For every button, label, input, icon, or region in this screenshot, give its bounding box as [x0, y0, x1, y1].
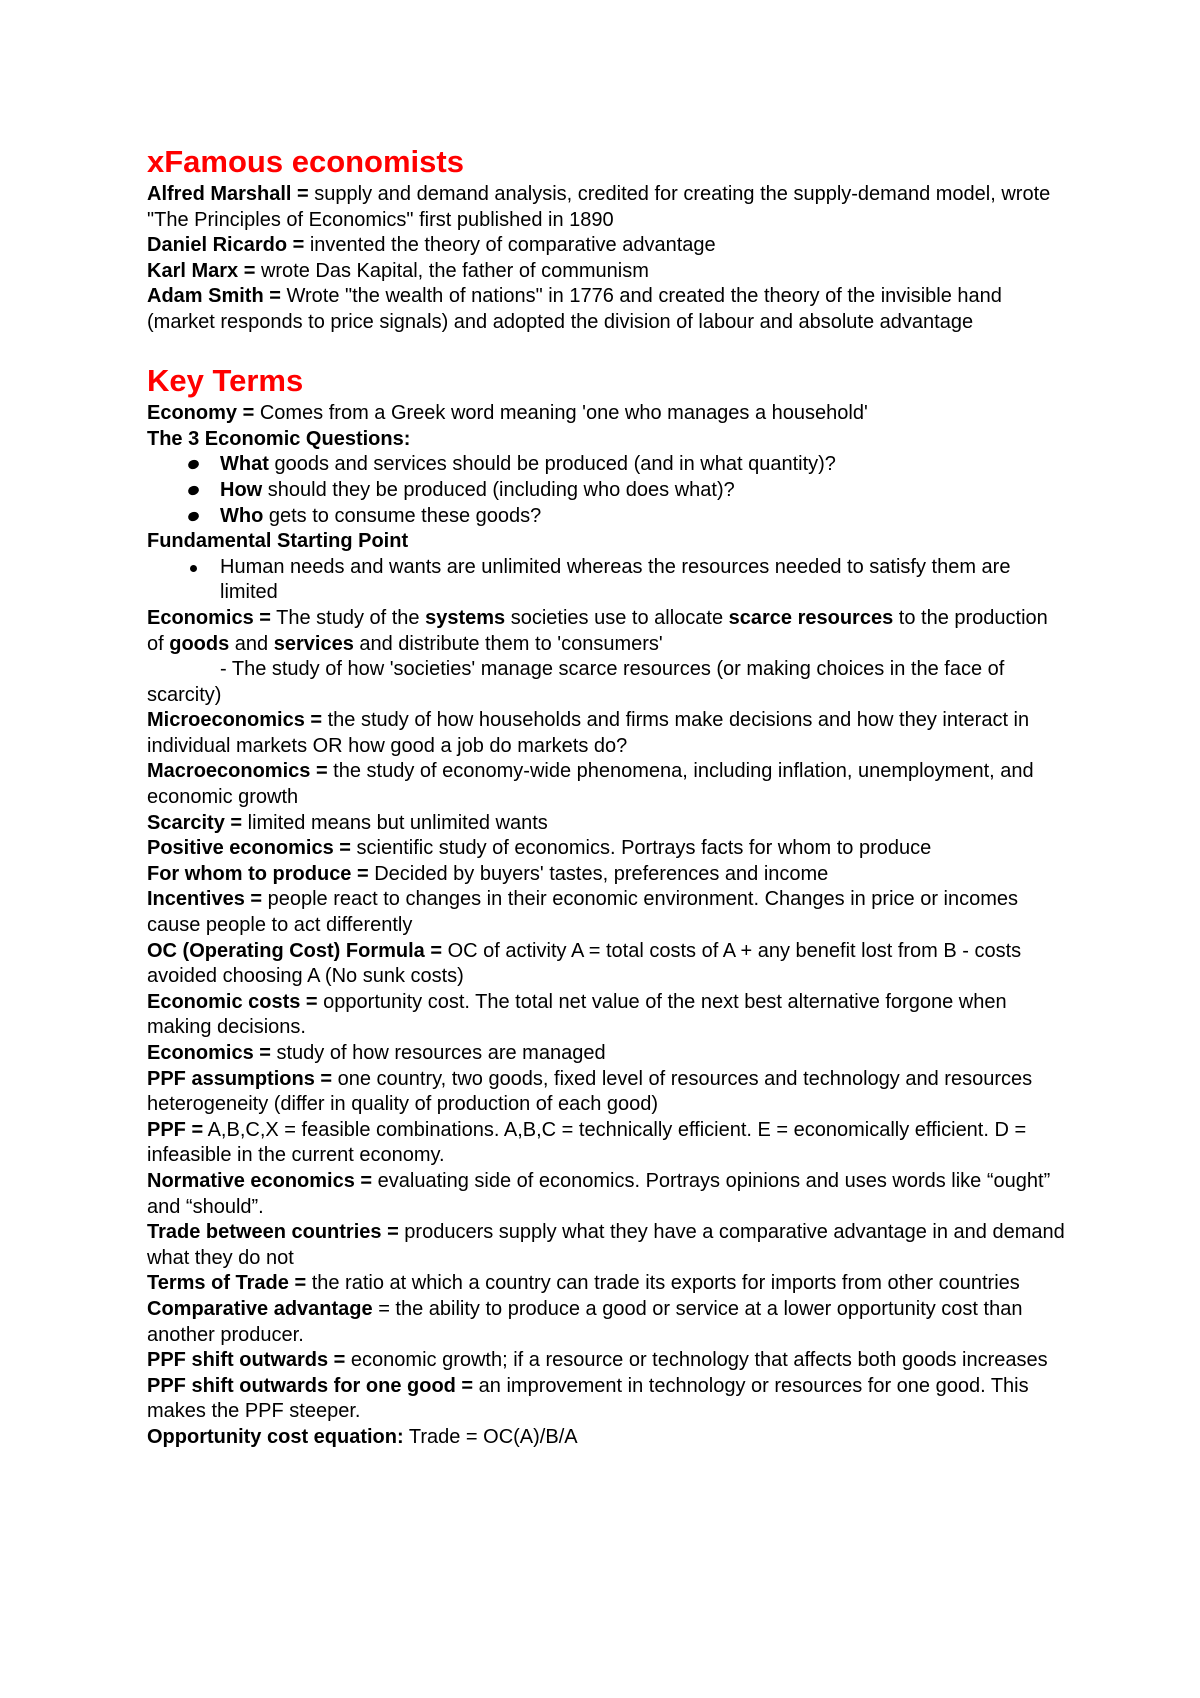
entry-daniel-ricardo [147, 233, 1069, 259]
term-definition: gets to consume these goods? [263, 504, 542, 527]
list-item [147, 504, 1069, 530]
economic-questions-list [147, 452, 1069, 529]
term-label: Alfred Marshall = [147, 183, 309, 205]
term-label: Who [220, 504, 264, 527]
heading-famous-economists: xFamous economists [147, 144, 464, 179]
term-label: For whom to produce = [147, 862, 369, 885]
term-definition: economic growth; if a resource or technology that affects both goods increases [345, 1349, 1048, 1372]
fundamental-heading: Fundamental Starting Point [147, 530, 409, 553]
term-label: Normative economics = [147, 1169, 373, 1192]
term-label: PPF = [147, 1118, 204, 1141]
entry-alfred-marshall [147, 182, 1069, 233]
term-definition: Decided by buyers' tastes, preferences and income [368, 862, 829, 885]
term-label: PPF shift outwards for one good = [147, 1374, 474, 1397]
term-definition: the study of economy-wide phenomena, including inflation, unemployment, and economic growth [147, 760, 1034, 809]
term-definition: the study of how households and firms make decisions and how they interact in individual markets OR how good a job do markets do? [147, 709, 1030, 757]
entry-for-whom-to-produce [147, 862, 1069, 888]
entry-microeconomics [147, 708, 1069, 759]
entry-oc-formula [147, 939, 1069, 990]
entry-incentives [147, 887, 1069, 938]
term-label: Daniel Ricardo = [147, 234, 305, 257]
entry-comparative-advantage [147, 1297, 1069, 1348]
economics-sub-definition: - The study of how 'societies' manage scarce resources (or making choices in the face of scarcity) [147, 658, 1005, 706]
entry-opportunity-cost-equation [147, 1425, 1069, 1451]
term-definition: goods and services should be produced (and in what quantity)? [268, 453, 836, 476]
term-label: Economics = [147, 606, 271, 629]
term-definition: evaluating side of economics. Portrays opinions and uses words like “ought” and “should”. [147, 1169, 1051, 1218]
entry-ppf-shift-outwards [147, 1348, 1069, 1374]
entry-positive-economics [147, 836, 1069, 862]
fundamental-point: Human needs and wants are unlimited whereas the resources needed to satisfy them are limited [220, 555, 1011, 604]
entry-economics [147, 1041, 1069, 1067]
entry-economics-definition: Economics = The study of the systems societies use to allocate scarce resources to the production of goods and services and distribute them to 'consumers' [147, 606, 1048, 655]
term-label: Macroeconomics = [147, 760, 328, 783]
term-label: Adam Smith = [147, 285, 281, 308]
term-label: Incentives = [147, 888, 263, 911]
document-content [147, 142, 1069, 1451]
heading-key-terms: Key Terms [147, 363, 304, 399]
term-definition: = the ability to produce a good or service at a lower opportunity cost than another producer. [147, 1297, 1023, 1346]
entry-ppf-shift-one-good [147, 1374, 1069, 1425]
term-label: Opportunity cost equation: [147, 1425, 404, 1448]
term-label: Terms of Trade = [147, 1272, 307, 1295]
term-definition: study of how resources are managed [270, 1042, 606, 1064]
term-label: PPF assumptions = [147, 1067, 333, 1090]
entry-economic-costs [147, 990, 1069, 1041]
entry-ppf [147, 1118, 1069, 1169]
term-definition: Trade = OC(A)/B/A [403, 1425, 578, 1448]
term-definition: Wrote "the wealth of nations" in 1776 and created the theory of the invisible hand (market responds to price signals) and adopted the division of labour and absolute advantage [147, 285, 1002, 333]
term-definition: an improvement in technology or resources for one good. This makes the PPF steeper. [147, 1374, 1029, 1423]
term-definition: the ratio at which a country can trade its exports for imports from other countries [306, 1272, 1020, 1295]
term-label: Economic costs = [147, 990, 318, 1013]
term-definition: supply and demand analysis, credited for creating the supply-demand model, wrote "The Principles of Economics" first published in 1890 [147, 183, 1051, 231]
term-definition: limited means but unlimited wants [242, 811, 548, 834]
entry-ppf-assumptions [147, 1067, 1069, 1118]
entry-macroeconomics [147, 759, 1069, 810]
list-item [147, 452, 1069, 478]
term-definition: scientific study of economics. Portrays facts for whom to produce [350, 837, 932, 860]
term-label: Trade between countries = [147, 1221, 399, 1244]
section-spacer [147, 336, 1069, 362]
list-item [147, 555, 1069, 606]
term-definition: A,B,C,X = feasible combinations. A,B,C = technically efficient. E = economically efficient. D = infeasible in the current economy. [147, 1118, 1027, 1167]
term-definition: invented the theory of comparative advantage [304, 234, 716, 257]
term-label: Comparative advantage [147, 1297, 373, 1320]
entry-terms-of-trade [147, 1271, 1069, 1297]
term-definition: Comes from a Greek word meaning 'one who manages a household' [254, 402, 868, 425]
entry-karl-marx [147, 259, 1069, 285]
term-label: Economy = [147, 402, 255, 425]
term-definition: people react to changes in their economic environment. Changes in price or incomes cause people to act differently [147, 888, 1019, 937]
term-label: Positive economics = [147, 837, 351, 860]
entry-normative-economics [147, 1169, 1069, 1220]
term-label: Scarcity = [147, 811, 243, 834]
term-label: What [220, 453, 269, 476]
term-label: Economics = [147, 1042, 271, 1064]
fundamental-list [147, 555, 1069, 606]
entry-economy [147, 401, 1069, 427]
term-definition: should they be produced (including who does what)? [262, 478, 735, 501]
term-definition: wrote Das Kapital, the father of communism [255, 259, 649, 282]
term-label: Karl Marx = [147, 259, 256, 282]
term-label: How [220, 478, 263, 501]
term-definition: one country, two goods, fixed level of resources and technology and resources heterogeneity (differ in quality of production of each good) [147, 1067, 1033, 1116]
list-item [147, 478, 1069, 504]
term-definition: opportunity cost. The total net value of the next best alternative forgone when making decisions. [147, 990, 1007, 1039]
term-label: Microeconomics = [147, 709, 323, 732]
term-label: OC (Operating Cost) Formula = [147, 939, 443, 962]
economic-questions-heading: The 3 Economic Questions: [147, 427, 411, 450]
entry-adam-smith [147, 284, 1069, 335]
term-label: PPF shift outwards = [147, 1349, 346, 1372]
entry-trade-between-countries [147, 1220, 1069, 1271]
term-definition: producers supply what they have a comparative advantage in and demand what they do not [147, 1221, 1065, 1269]
entry-scarcity [147, 811, 1069, 837]
term-definition: OC of activity A = total costs of A + any benefit lost from B - costs avoided choosing A (No sunk costs) [147, 939, 1022, 988]
